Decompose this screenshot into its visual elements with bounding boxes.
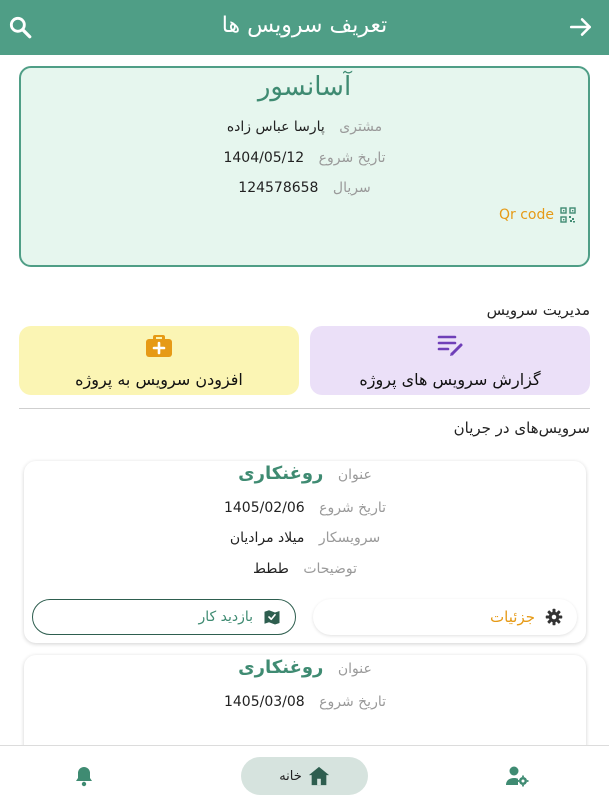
service-title-row (24, 657, 586, 678)
customer-label: مشتری (339, 119, 383, 135)
start-date-row (21, 150, 588, 166)
service-card (24, 655, 586, 745)
home-label: خانه (279, 768, 302, 784)
content-scroll[interactable] (0, 55, 609, 745)
start-date-label: تاریخ شروع (318, 150, 386, 166)
service-start-row (24, 500, 586, 516)
qr-code-label: Qr code (499, 207, 554, 223)
project-services-report-button[interactable] (310, 326, 590, 395)
service-start-row (24, 694, 586, 710)
service-title-row (24, 463, 586, 484)
site-visit-label: بازدید کار (198, 609, 253, 625)
bottom-navigation (0, 745, 609, 798)
service-description-value: ططط (252, 561, 289, 577)
service-title-value: روغنکاری (238, 463, 324, 484)
report-label: گزارش سرویس های پروژه (359, 370, 541, 389)
add-label: افزودن سرویس به پروژه (75, 370, 243, 389)
app-bar (0, 0, 609, 55)
service-technician-value: میلاد مرادیان (229, 530, 305, 546)
management-heading: مدیریت سرویس (486, 301, 590, 319)
medical-bag-add-icon (145, 331, 173, 359)
service-card (24, 461, 586, 643)
map-check-icon (263, 608, 281, 626)
bell-icon[interactable] (72, 764, 96, 788)
serial-value: 124578658 (238, 180, 319, 196)
qr-code-icon (560, 207, 576, 223)
project-name: آسانسور (257, 72, 352, 102)
user-settings-icon[interactable] (505, 764, 529, 788)
serial-row (21, 180, 588, 196)
customer-value: پارسا عباس زاده (226, 119, 325, 135)
home-tab[interactable] (241, 757, 368, 795)
home-icon (308, 765, 330, 787)
service-start-label: تاریخ شروع (319, 694, 387, 710)
site-visit-button[interactable] (32, 599, 296, 635)
start-date-value: 1404/05/12 (223, 150, 305, 166)
service-description-row (24, 561, 586, 577)
serial-label: سریال (332, 180, 371, 196)
service-start-value: 1405/02/06 (223, 500, 305, 516)
edit-notes-icon (436, 331, 464, 359)
service-title-label: عنوان (337, 467, 372, 483)
service-technician-label: سرویسکار (318, 530, 381, 546)
service-start-value: 1405/03/08 (223, 694, 305, 710)
gear-icon (545, 608, 563, 626)
customer-row (21, 119, 588, 135)
service-title-value: روغنکاری (238, 657, 324, 678)
service-technician-row (24, 530, 586, 546)
qr-code-button[interactable] (499, 207, 576, 223)
ongoing-heading: سرویس‌های در جریان (453, 419, 590, 437)
arrow-forward-icon[interactable] (568, 14, 594, 40)
details-label: جزئیات (490, 608, 535, 626)
page-title: تعریف سرویس ها (221, 13, 388, 38)
section-divider (19, 408, 590, 409)
project-card (19, 66, 590, 267)
details-button[interactable] (313, 599, 577, 635)
add-service-button[interactable] (19, 326, 299, 395)
service-title-label: عنوان (337, 661, 372, 677)
service-description-label: توضیحات (303, 561, 358, 577)
service-start-label: تاریخ شروع (319, 500, 387, 516)
